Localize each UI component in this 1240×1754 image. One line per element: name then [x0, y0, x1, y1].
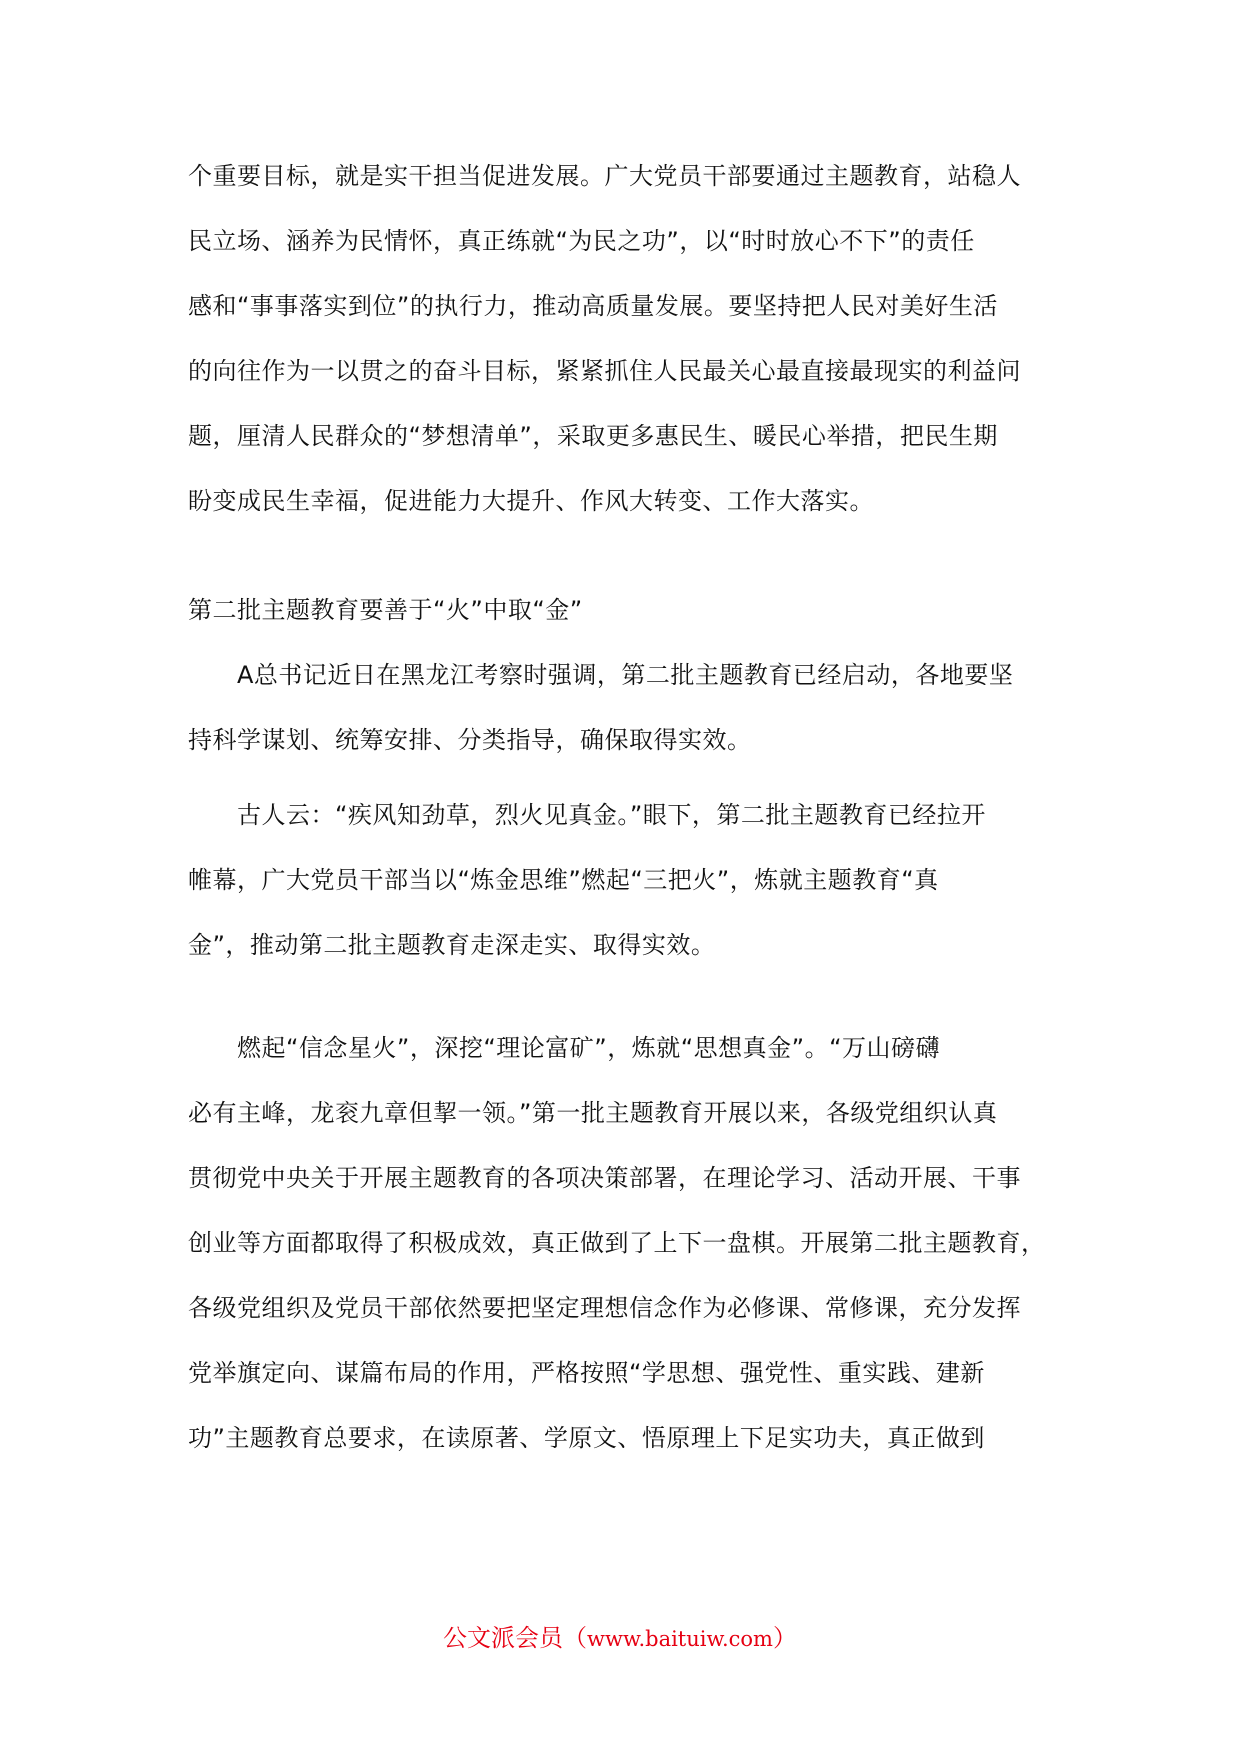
text-line: 金”，推动第二批主题教育走深走实、取得实效。 — [188, 931, 716, 959]
section-title-block — [188, 578, 1068, 773]
text-line: 功”主题教育总要求，在读原著、学原文、悟原理上下足实功夫，真正做到 — [188, 1424, 985, 1452]
text-line: 燃起“信念星火”，深挖“理论富矿”，炼就“思想真金”。“万山磅礴 — [188, 1034, 941, 1062]
footer-close: ） — [772, 1624, 797, 1652]
text-line: 各级党组织及党员干部依然要把坚定理想信念作为必修课、常修课，充分发挥 — [188, 1294, 1021, 1322]
text-line: 民立场、涵养为民情怀，真正练就“为民之功”，以“时时放心不下”的责任 — [188, 227, 975, 255]
text-line: A总书记近日在黑龙江考察时强调，第二批主题教育已经启动，各地要坚 — [188, 661, 1014, 689]
text-line: 的向往作为一以贯之的奋斗目标，紧紧抓住人民最关心最直接最现实的利益问 — [188, 357, 1021, 385]
text-line: 党举旗定向、谋篇布局的作用，严格按照“学思想、强党性、重实践、建新 — [188, 1359, 985, 1387]
text-line: 帷幕，广大党员干部当以“炼金思维”燃起“三把火”，炼就主题教育“真 — [188, 866, 939, 894]
text-line: 持科学谋划、统筹安排、分类指导，确保取得实效。 — [188, 726, 752, 754]
paragraph-block-2 — [188, 783, 1068, 978]
section-title: 第二批主题教育要善于“火”中取“金” — [188, 596, 583, 624]
text-line: 贯彻党中央关于开展主题教育的各项决策部署，在理论学习、活动开展、干事 — [188, 1164, 1021, 1192]
text-line: 古人云：“疾风知劲草，烈火见真金。”眼下，第二批主题教育已经拉开 — [188, 801, 986, 829]
footer-watermark — [0, 1618, 1240, 1659]
text-line: 个重要目标，就是实干担当促进发展。广大党员干部要通过主题教育，站稳人 — [188, 162, 1021, 190]
text-line: 感和“事事落实到位”的执行力，推动高质量发展。要坚持把人民对美好生活 — [188, 292, 998, 320]
paragraph-block-3 — [188, 1016, 1068, 1471]
footer-url: www.baituiw.com — [587, 1627, 773, 1651]
text-line: 创业等方面都取得了积极成效，真正做到了上下一盘棋。开展第二批主题教育， — [188, 1229, 1046, 1257]
text-line: 必有主峰，龙衮九章但挈一领。”第一批主题教育开展以来，各级党组织认真 — [188, 1099, 998, 1127]
footer-label: 公文派会员（ — [443, 1624, 588, 1652]
text-line: 题，厘清人民群众的“梦想清单”，采取更多惠民生、暖民心举措，把民生期 — [188, 422, 998, 450]
text-line: 盼变成民生幸福，促进能力大提升、作风大转变、工作大落实。 — [188, 487, 874, 515]
paragraph-block-1 — [188, 144, 1068, 534]
